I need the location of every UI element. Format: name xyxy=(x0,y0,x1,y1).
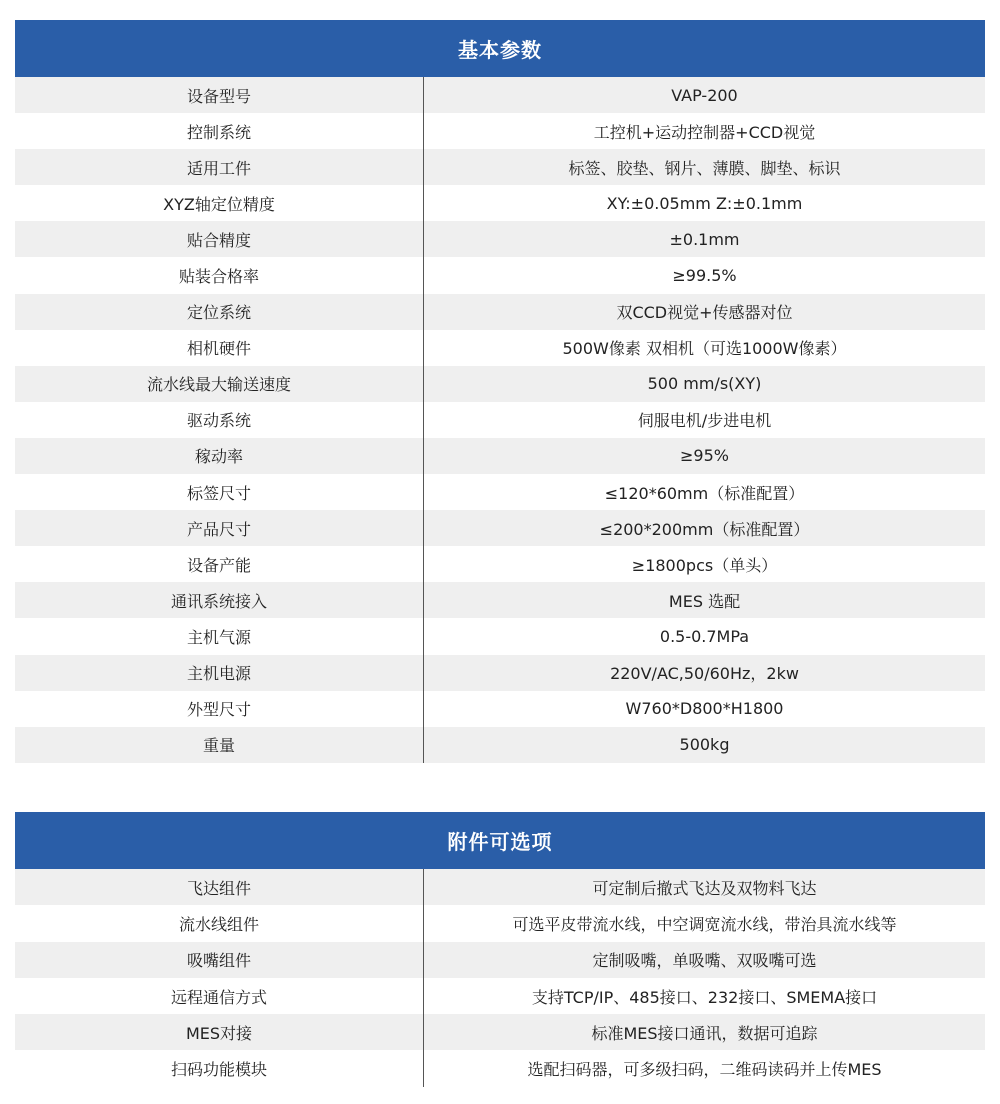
param-value: 标签、胶垫、钢片、薄膜、脚垫、标识 xyxy=(568,158,841,178)
param-label: 远程通信方式 xyxy=(15,978,424,1014)
table-row xyxy=(15,942,985,978)
param-value: ≥1800pcs（单头） xyxy=(631,555,778,575)
param-label: 稼动率 xyxy=(15,438,424,474)
param-label: XYZ轴定位精度 xyxy=(15,185,424,221)
table-row xyxy=(15,978,985,1014)
basic-params-header: 基本参数 xyxy=(15,20,985,77)
param-label: MES对接 xyxy=(15,1014,424,1050)
param-label: 通讯系统接入 xyxy=(15,582,424,618)
table-row xyxy=(15,474,985,510)
table-row xyxy=(15,727,985,763)
param-label: 设备型号 xyxy=(15,77,424,113)
param-label: 扫码功能模块 xyxy=(15,1050,424,1086)
param-label: 标签尺寸 xyxy=(15,474,424,510)
param-label: 吸嘴组件 xyxy=(15,942,424,978)
table-row xyxy=(15,1014,985,1050)
options-table xyxy=(15,812,985,1087)
param-value: 可选平皮带流水线，中空调宽流水线，带治具流水线等 xyxy=(512,914,897,934)
table-row xyxy=(15,438,985,474)
options-header: 附件可选项 xyxy=(15,812,985,869)
param-value: W760*D800*H1800 xyxy=(625,699,784,719)
param-value: 500 mm/s(XY) xyxy=(647,374,762,394)
param-label: 定位系统 xyxy=(15,294,424,330)
param-value: 0.5-0.7MPa xyxy=(659,626,750,646)
param-value: 500W像素 双相机（可选1000W像素） xyxy=(562,339,847,359)
table-row xyxy=(15,294,985,330)
table-row xyxy=(15,1050,985,1086)
param-label: 流水线组件 xyxy=(15,905,424,941)
param-label: 外型尺寸 xyxy=(15,691,424,727)
table-row xyxy=(15,691,985,727)
basic-params-rows xyxy=(15,77,985,763)
param-value: 支持TCP/IP、485接口、232接口、SMEMA接口 xyxy=(531,987,878,1007)
table-row xyxy=(15,149,985,185)
param-label: 适用工件 xyxy=(15,149,424,185)
options-rows xyxy=(15,869,985,1087)
table-row xyxy=(15,185,985,221)
param-label: 主机电源 xyxy=(15,655,424,691)
table-row xyxy=(15,77,985,113)
table-row xyxy=(15,510,985,546)
param-label: 贴装合格率 xyxy=(15,257,424,293)
param-value: ±0.1mm xyxy=(669,229,740,249)
param-label: 主机气源 xyxy=(15,618,424,654)
param-value: 伺服电机/步进电机 xyxy=(637,411,772,431)
table-row xyxy=(15,582,985,618)
param-value: ≥95% xyxy=(680,446,729,466)
param-value: VAP-200 xyxy=(671,85,738,105)
param-value: ≤120*60mm（标准配置） xyxy=(604,483,805,503)
table-row xyxy=(15,618,985,654)
param-value: 220V/AC,50/60Hz，2kw xyxy=(610,664,799,684)
table-row xyxy=(15,655,985,691)
param-value: ≥99.5% xyxy=(672,266,737,286)
table-row xyxy=(15,366,985,402)
param-label: 重量 xyxy=(15,727,424,763)
param-value: 双CCD视觉+传感器对位 xyxy=(616,303,793,323)
param-value: 选配扫码器，可多级扫码，二维码读码并上传MES xyxy=(527,1060,882,1080)
param-label: 贴合精度 xyxy=(15,221,424,257)
param-label: 设备产能 xyxy=(15,546,424,582)
param-value: 工控机+运动控制器+CCD视觉 xyxy=(593,122,816,142)
basic-params-table xyxy=(15,20,985,763)
table-row xyxy=(15,221,985,257)
table-row xyxy=(15,869,985,905)
param-label: 产品尺寸 xyxy=(15,510,424,546)
param-label: 相机硬件 xyxy=(15,330,424,366)
table-row xyxy=(15,546,985,582)
table-row xyxy=(15,113,985,149)
param-value: 可定制后撤式飞达及双物料飞达 xyxy=(592,878,817,898)
table-row xyxy=(15,257,985,293)
param-value: MES 选配 xyxy=(668,591,741,611)
param-value: 标准MES接口通讯，数据可追踪 xyxy=(591,1023,818,1043)
param-value: 500kg xyxy=(679,735,730,755)
param-label: 飞达组件 xyxy=(15,869,424,905)
param-value: 定制吸嘴，单吸嘴、双吸嘴可选 xyxy=(592,951,817,971)
table-row xyxy=(15,330,985,366)
param-label: 驱动系统 xyxy=(15,402,424,438)
param-label: 控制系统 xyxy=(15,113,424,149)
param-label: 流水线最大输送速度 xyxy=(15,366,424,402)
param-value: XY:±0.05mm Z:±0.1mm xyxy=(606,193,803,213)
table-row xyxy=(15,905,985,941)
param-value: ≤200*200mm（标准配置） xyxy=(599,519,810,539)
table-row xyxy=(15,402,985,438)
